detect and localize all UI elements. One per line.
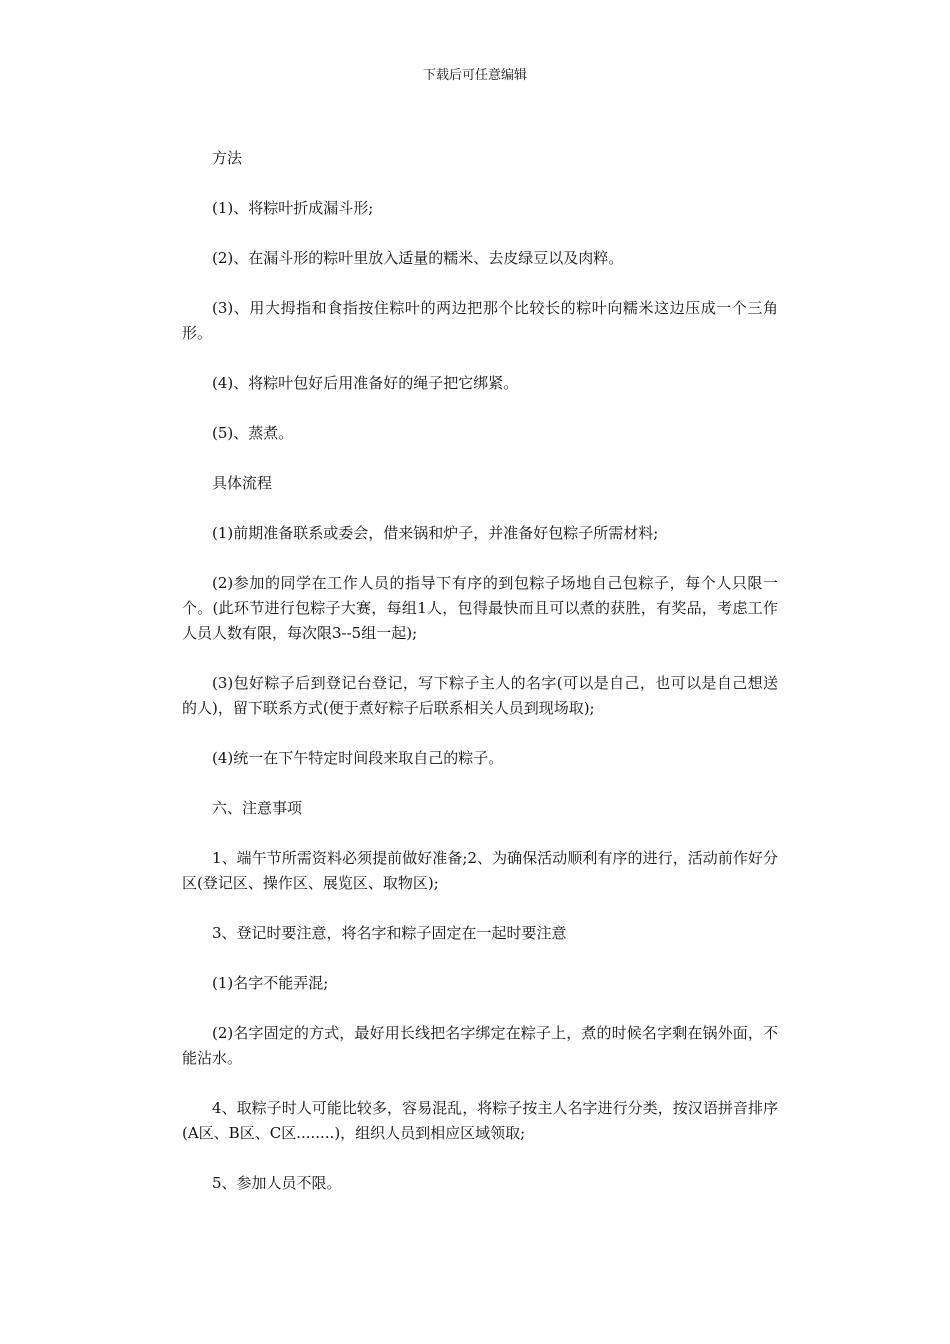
note-item-3-sub-2: (2)名字固定的方式，最好用长线把名字绑定在粽子上，煮的时候名字剩在锅外面，不能沾水。 (182, 1024, 778, 1067)
method-step-4: (4)、将粽叶包好后用准备好的绳子把它绑紧。 (212, 374, 519, 392)
process-step-4: (4)统一在下午特定时间段来取自己的粽子。 (212, 749, 504, 767)
process-step-1: (1)前期准备联系或委会，借来锅和炉子，并准备好包粽子所需材料; (212, 524, 659, 542)
method-step-1: (1)、将粽叶折成漏斗形; (212, 199, 374, 217)
method-step-3: (3)、用大拇指和食指按住粽叶的两边把那个比较长的粽叶向糯米这边压成一个三角形。 (182, 299, 778, 342)
note-item-4: 4、取粽子时人可能比较多，容易混乱，将粽子按主人名字进行分类，按汉语拼音排序(A区、B区、C区........)，组织人员到相应区域领取; (182, 1099, 778, 1142)
section-heading-process: 具体流程 (212, 474, 273, 492)
note-item-3: 3、登记时要注意，将名字和粽子固定在一起时要注意 (212, 924, 567, 942)
process-step-3: (3)包好粽子后到登记台登记，写下粽子主人的名字(可以是自己，也可以是自己想送的人)，留下联系方式(便于煮好粽子后联系相关人员到现场取); (182, 674, 778, 717)
section-heading-method: 方法 (212, 149, 243, 167)
note-item-1-2: 1、端午节所需资料必须提前做好准备;2、为确保活动顺利有序的进行，活动前作好分区(登记区、操作区、展览区、取物区); (182, 849, 778, 892)
section-heading-notes: 六、注意事项 (212, 799, 303, 817)
note-item-3-sub-1: (1)名字不能弄混; (212, 974, 329, 992)
process-step-2: (2)参加的同学在工作人员的指导下有序的到包粽子场地自己包粽子，每个人只限一个。(此环节进行包粽子大赛，每组1人，包得最快而且可以煮的获胜，有奖品，考虑工作人员人数有限，每次限3--5组一起); (182, 574, 778, 642)
method-step-5: (5)、蒸煮。 (212, 424, 294, 442)
method-step-2: (2)、在漏斗形的粽叶里放入适量的糯米、去皮绿豆以及肉粹。 (212, 249, 624, 267)
document-body (182, 146, 778, 1221)
note-item-5: 5、参加人员不限。 (212, 1174, 342, 1192)
page-header: 下载后可任意编辑 (422, 68, 527, 83)
